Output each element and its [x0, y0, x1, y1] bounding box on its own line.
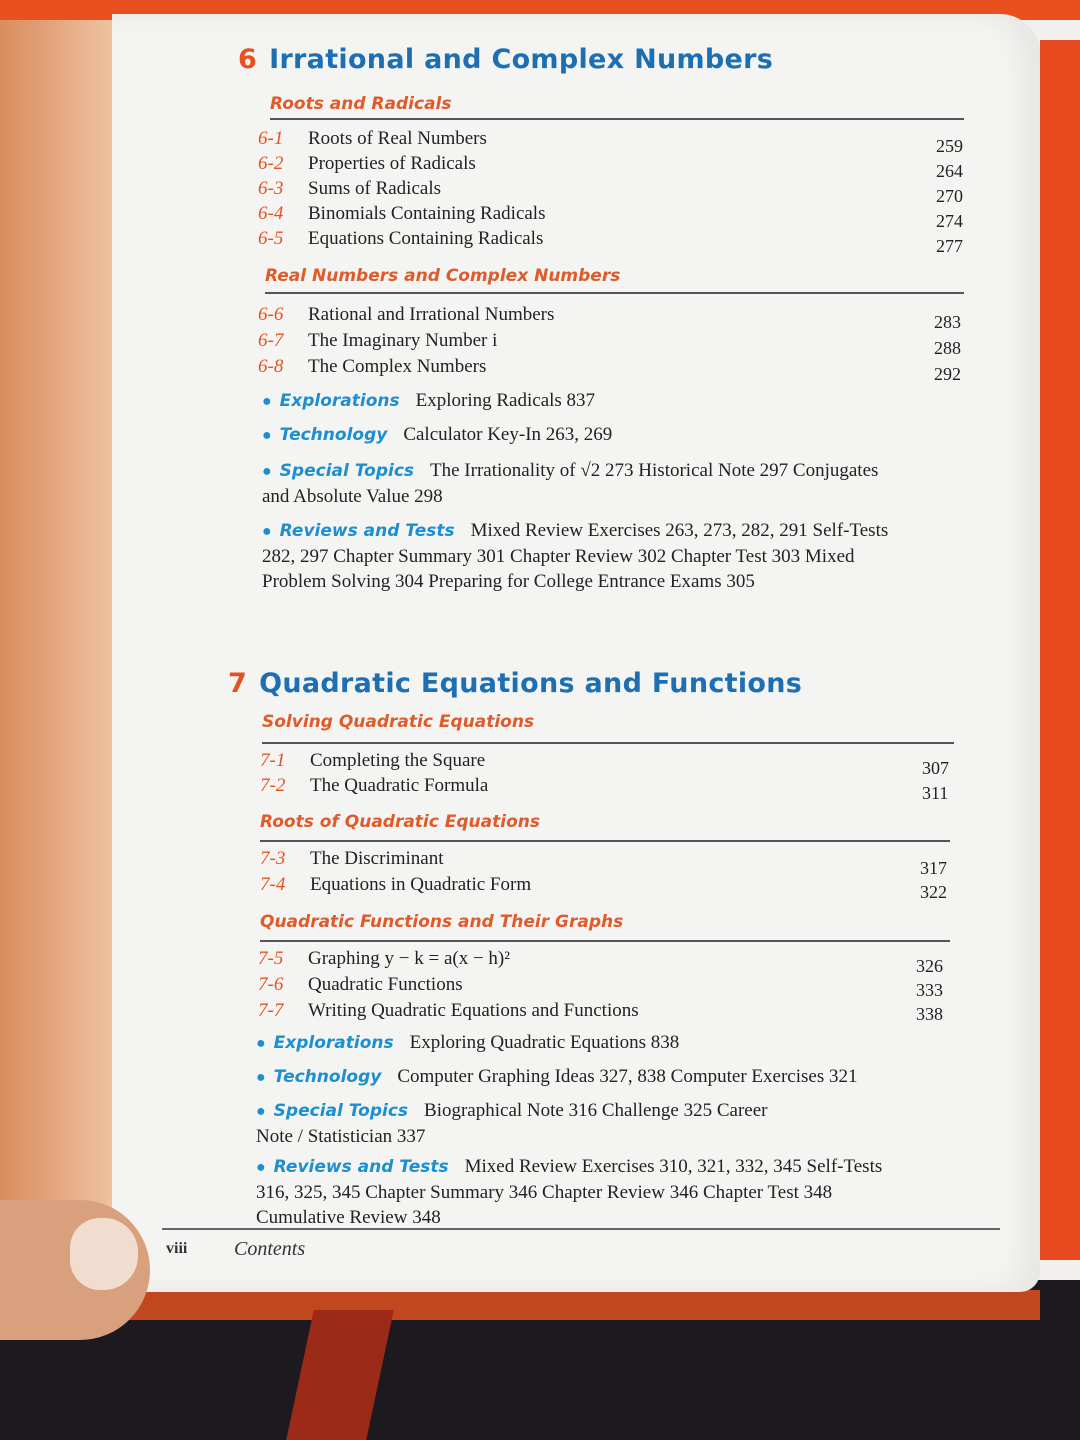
section-heading: Real Numbers and Complex Numbers — [265, 266, 621, 286]
lesson-6-3: 6-3 Sums of Radicals — [258, 178, 441, 199]
background-left — [0, 0, 112, 1320]
lesson-7-2: 7-2 The Quadratic Formula — [260, 775, 489, 796]
section-heading: Quadratic Functions and Their Graphs — [260, 912, 624, 932]
page-number: 333 — [916, 980, 943, 1000]
footer-rule — [162, 1228, 1000, 1230]
lesson-6-5: 6-5 Equations Containing Radicals — [258, 228, 544, 249]
thumbnail-nail — [70, 1218, 138, 1290]
page-number: 326 — [916, 956, 943, 976]
page-number: 259 — [936, 136, 963, 156]
section-heading: Roots of Quadratic Equations — [260, 812, 540, 832]
feature-technology: ● Technology Calculator Key-In 263, 269 — [262, 424, 613, 445]
lesson-7-6: 7-6 Quadratic Functions — [258, 974, 463, 995]
page-number: 277 — [936, 236, 963, 256]
feature-special-topics: ● Special Topics Biographical Note 316 Challenge 325 Career Note / Statistician 337 — [256, 1100, 768, 1147]
lesson-6-2: 6-2 Properties of Radicals — [258, 153, 476, 174]
page-number: 274 — [936, 211, 963, 231]
page-number: 307 — [922, 758, 949, 778]
feature-special-topics: ● Special Topics The Irrationality of √2 273 Historical Note 297 Conjugates and Absolute Value 298 — [262, 460, 879, 507]
section-rule — [265, 292, 964, 294]
page-number: 317 — [920, 858, 947, 878]
page-number: 338 — [916, 1004, 943, 1024]
feature-technology: ● Technology Computer Graphing Ideas 327, 838 Computer Exercises 321 — [256, 1066, 858, 1087]
book-cover-bottom-edge — [80, 1290, 1040, 1320]
feature-explorations: ● Explorations Exploring Radicals 837 — [262, 390, 596, 411]
page-folio: viii — [166, 1240, 188, 1257]
section-rule — [270, 118, 964, 120]
page-number: 311 — [922, 783, 949, 803]
lesson-7-5: 7-5 Graphing y − k = a(x − h)² — [258, 948, 510, 969]
lesson-6-6: 6-6 Rational and Irrational Numbers — [258, 304, 555, 325]
lesson-7-1: 7-1 Completing the Square — [260, 750, 486, 771]
section-rule — [260, 840, 950, 842]
feature-explorations: ● Explorations Exploring Quadratic Equations 838 — [256, 1032, 680, 1053]
footer-label: Contents — [234, 1238, 306, 1260]
chapter-6-title: 6 Irrational and Complex Numbers — [238, 44, 774, 75]
feature-reviews-and-tests: ● Reviews and Tests Mixed Review Exercises 310, 321, 332, 345 Self-Tests 316, 325, 345 Chapter Summary 346 Chapter Review 346 Chapter Test 348 Cumulative Review 348 — [256, 1156, 883, 1228]
lesson-6-7: 6-7 The Imaginary Number i — [258, 330, 498, 351]
section-rule — [260, 940, 950, 942]
cover-fabric — [286, 1310, 394, 1440]
chapter-7-title: 7 Quadratic Equations and Functions — [228, 668, 803, 699]
feature-reviews-and-tests: ● Reviews and Tests Mixed Review Exercises 263, 273, 282, 291 Self-Tests 282, 297 Chapter Summary 301 Chapter Review 302 Chapter Test 303 Mixed Problem Solving 304 Preparing for College Entrance Exams 305 — [262, 520, 889, 592]
lesson-6-1: 6-1 Roots of Real Numbers — [258, 128, 487, 149]
section-rule — [262, 742, 954, 744]
lesson-7-4: 7-4 Equations in Quadratic Form — [260, 874, 532, 895]
lesson-7-3: 7-3 The Discriminant — [260, 848, 444, 869]
lesson-6-8: 6-8 The Complex Numbers — [258, 356, 487, 377]
section-heading: Roots and Radicals — [270, 94, 452, 114]
lesson-7-7: 7-7 Writing Quadratic Equations and Functions — [258, 1000, 639, 1021]
page-number: 270 — [936, 186, 963, 206]
section-heading: Solving Quadratic Equations — [262, 712, 535, 732]
page-number: 322 — [920, 882, 947, 902]
lesson-6-4: 6-4 Binomials Containing Radicals — [258, 203, 546, 224]
contents-page — [112, 14, 1040, 1292]
book-cover-right-edge — [1040, 40, 1080, 1260]
page-number: 283 — [934, 312, 961, 332]
page-number: 264 — [936, 161, 963, 181]
page-number: 292 — [934, 364, 961, 384]
page-number: 288 — [934, 338, 961, 358]
